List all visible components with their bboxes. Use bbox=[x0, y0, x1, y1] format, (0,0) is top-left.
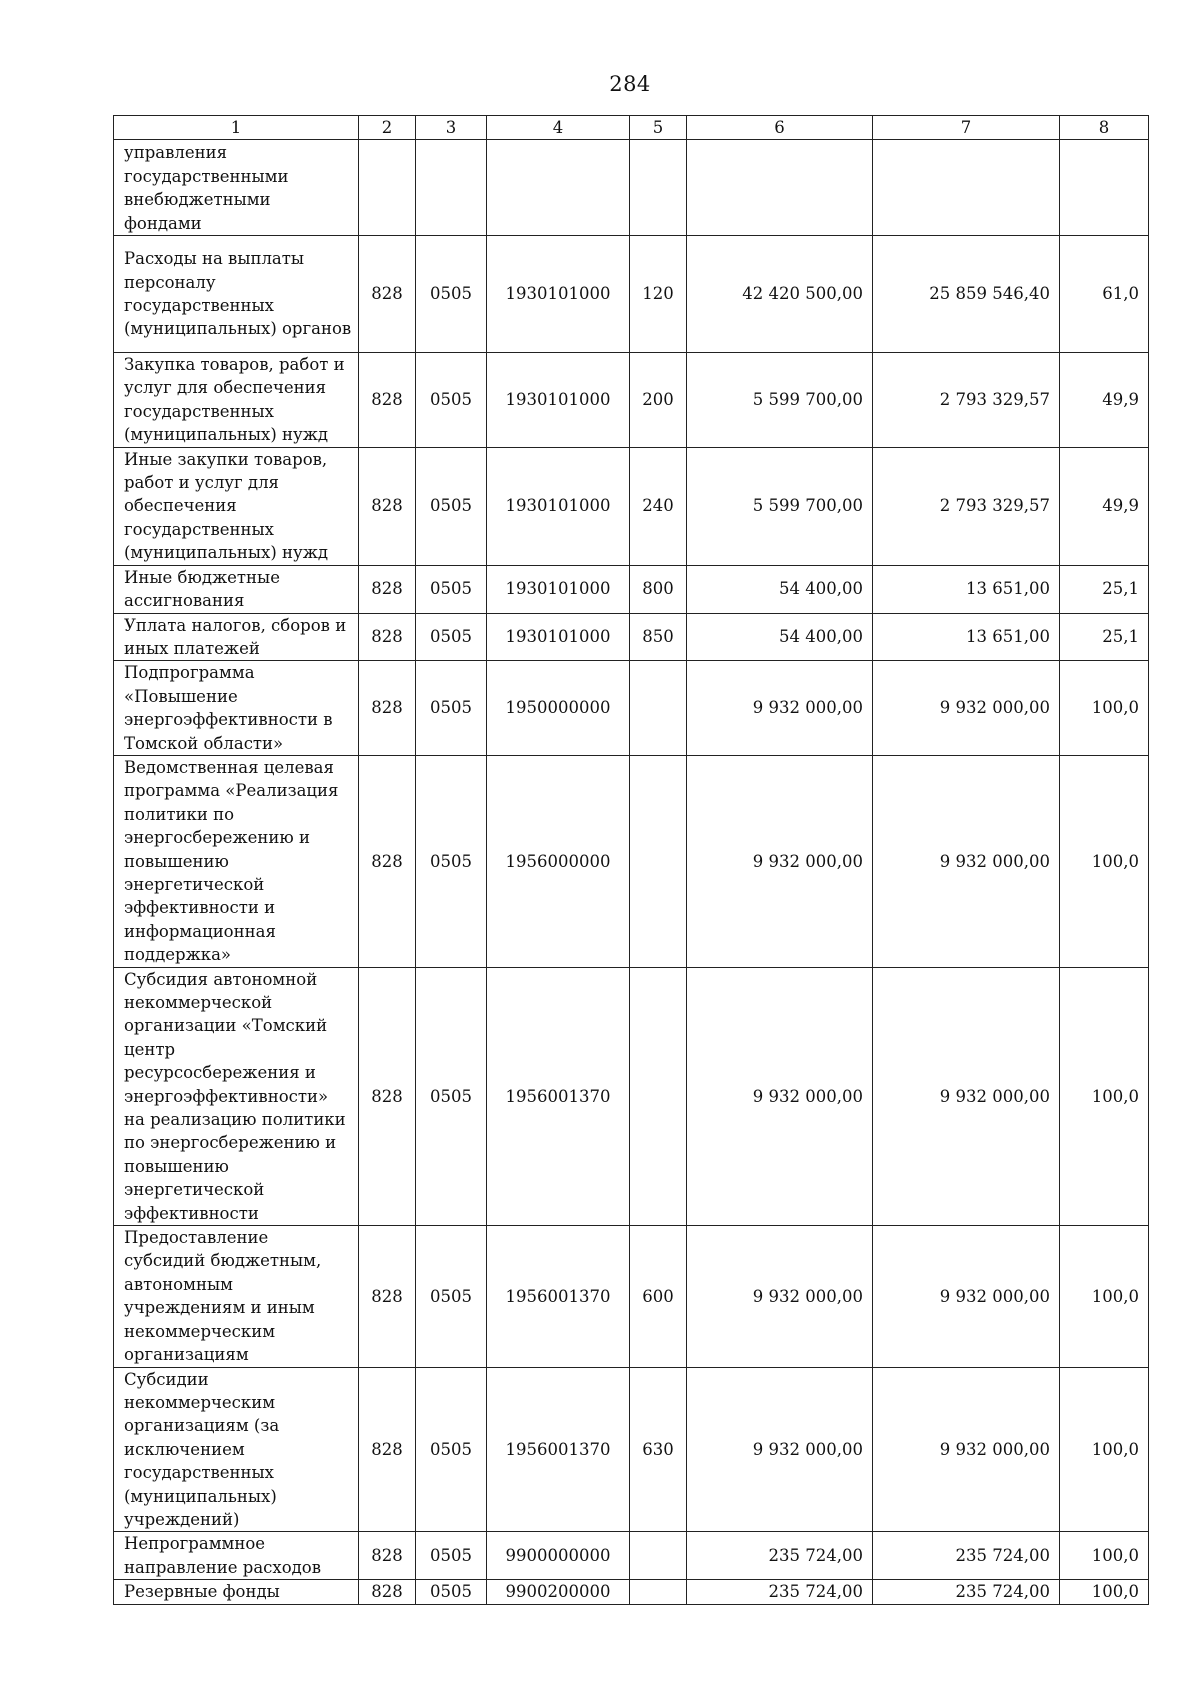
ministry-code: 828 bbox=[359, 236, 416, 353]
target-article-code: 1956000000 bbox=[487, 755, 630, 967]
ministry-code: 828 bbox=[359, 661, 416, 756]
column-header: 6 bbox=[687, 116, 873, 140]
table-row bbox=[114, 755, 1149, 967]
expense-type-code bbox=[630, 661, 687, 756]
planned-amount: 9 932 000,00 bbox=[687, 755, 873, 967]
target-article-code: 1930101000 bbox=[487, 236, 630, 353]
expense-type-code bbox=[630, 967, 687, 1225]
column-header: 2 bbox=[359, 116, 416, 140]
column-header: 8 bbox=[1060, 116, 1149, 140]
section-code bbox=[416, 140, 487, 236]
expense-name: Уплата налогов, сборов и иных платежей bbox=[114, 613, 359, 661]
expense-type-code: 630 bbox=[630, 1367, 687, 1532]
ministry-code: 828 bbox=[359, 447, 416, 565]
expense-name: Резервные фонды bbox=[114, 1580, 359, 1604]
target-article-code: 1930101000 bbox=[487, 353, 630, 448]
target-article-code: 9900000000 bbox=[487, 1532, 630, 1580]
ministry-code: 828 bbox=[359, 353, 416, 448]
execution-percent: 100,0 bbox=[1060, 1367, 1149, 1532]
table-row bbox=[114, 353, 1149, 448]
target-article-code bbox=[487, 140, 630, 236]
ministry-code: 828 bbox=[359, 613, 416, 661]
expense-type-code: 200 bbox=[630, 353, 687, 448]
expense-type-code: 850 bbox=[630, 613, 687, 661]
table-row bbox=[114, 1532, 1149, 1580]
ministry-code: 828 bbox=[359, 1580, 416, 1604]
column-header: 7 bbox=[873, 116, 1060, 140]
table-row bbox=[114, 661, 1149, 756]
execution-percent: 49,9 bbox=[1060, 447, 1149, 565]
execution-percent bbox=[1060, 140, 1149, 236]
expense-type-code: 240 bbox=[630, 447, 687, 565]
planned-amount: 54 400,00 bbox=[687, 565, 873, 613]
executed-amount: 9 932 000,00 bbox=[873, 967, 1060, 1225]
executed-amount: 235 724,00 bbox=[873, 1532, 1060, 1580]
execution-percent: 100,0 bbox=[1060, 1226, 1149, 1367]
execution-percent: 100,0 bbox=[1060, 967, 1149, 1225]
ministry-code: 828 bbox=[359, 755, 416, 967]
expense-type-code bbox=[630, 1532, 687, 1580]
executed-amount: 2 793 329,57 bbox=[873, 447, 1060, 565]
section-code: 0505 bbox=[416, 1367, 487, 1532]
ministry-code: 828 bbox=[359, 1226, 416, 1367]
section-code: 0505 bbox=[416, 236, 487, 353]
target-article-code: 1956001370 bbox=[487, 1367, 630, 1532]
target-article-code: 1930101000 bbox=[487, 565, 630, 613]
table-row bbox=[114, 967, 1149, 1225]
section-code: 0505 bbox=[416, 613, 487, 661]
executed-amount: 2 793 329,57 bbox=[873, 353, 1060, 448]
expense-type-code: 120 bbox=[630, 236, 687, 353]
ministry-code: 828 bbox=[359, 1367, 416, 1532]
executed-amount: 25 859 546,40 bbox=[873, 236, 1060, 353]
expense-name: Иные закупки товаров, работ и услуг для обеспечения государственных (муниципальных) нужд bbox=[114, 447, 359, 565]
planned-amount bbox=[687, 140, 873, 236]
planned-amount: 9 932 000,00 bbox=[687, 1226, 873, 1367]
planned-amount: 5 599 700,00 bbox=[687, 353, 873, 448]
target-article-code: 1930101000 bbox=[487, 613, 630, 661]
section-code: 0505 bbox=[416, 1580, 487, 1604]
table-row bbox=[114, 565, 1149, 613]
expense-name: Субсидии некоммерческим организациям (за исключением государственных (муниципальных) учреждений) bbox=[114, 1367, 359, 1532]
expense-name: Подпрограмма «Повышение энергоэффективности в Томской области» bbox=[114, 661, 359, 756]
expense-name: Непрограммное направление расходов bbox=[114, 1532, 359, 1580]
target-article-code: 1956001370 bbox=[487, 967, 630, 1225]
planned-amount: 235 724,00 bbox=[687, 1532, 873, 1580]
execution-percent: 100,0 bbox=[1060, 661, 1149, 756]
execution-percent: 100,0 bbox=[1060, 1532, 1149, 1580]
expense-type-code bbox=[630, 1580, 687, 1604]
table-row bbox=[114, 1367, 1149, 1532]
section-code: 0505 bbox=[416, 967, 487, 1225]
section-code: 0505 bbox=[416, 353, 487, 448]
ministry-code bbox=[359, 140, 416, 236]
budget-table bbox=[113, 115, 1149, 1605]
ministry-code: 828 bbox=[359, 565, 416, 613]
target-article-code: 1956001370 bbox=[487, 1226, 630, 1367]
column-header: 5 bbox=[630, 116, 687, 140]
execution-percent: 100,0 bbox=[1060, 755, 1149, 967]
section-code: 0505 bbox=[416, 755, 487, 967]
planned-amount: 9 932 000,00 bbox=[687, 661, 873, 756]
ministry-code: 828 bbox=[359, 1532, 416, 1580]
expense-type-code: 800 bbox=[630, 565, 687, 613]
execution-percent: 25,1 bbox=[1060, 613, 1149, 661]
executed-amount: 13 651,00 bbox=[873, 613, 1060, 661]
target-article-code: 1950000000 bbox=[487, 661, 630, 756]
section-code: 0505 bbox=[416, 1226, 487, 1367]
expense-type-code: 600 bbox=[630, 1226, 687, 1367]
ministry-code: 828 bbox=[359, 967, 416, 1225]
executed-amount: 9 932 000,00 bbox=[873, 661, 1060, 756]
executed-amount bbox=[873, 140, 1060, 236]
execution-percent: 100,0 bbox=[1060, 1580, 1149, 1604]
column-header: 3 bbox=[416, 116, 487, 140]
expense-name: Ведомственная целевая программа «Реализация политики по энергосбережению и повышению энергетической эффективности и информационная поддержка» bbox=[114, 755, 359, 967]
planned-amount: 42 420 500,00 bbox=[687, 236, 873, 353]
column-header: 4 bbox=[487, 116, 630, 140]
expense-name: управления государственными внебюджетными фондами bbox=[114, 140, 359, 236]
executed-amount: 9 932 000,00 bbox=[873, 1367, 1060, 1532]
executed-amount: 235 724,00 bbox=[873, 1580, 1060, 1604]
target-article-code: 1930101000 bbox=[487, 447, 630, 565]
column-header: 1 bbox=[114, 116, 359, 140]
expense-name: Иные бюджетные ассигнования bbox=[114, 565, 359, 613]
expense-name: Предоставление субсидий бюджетным, автономным учреждениям и иным некоммерческим организациям bbox=[114, 1226, 359, 1367]
executed-amount: 9 932 000,00 bbox=[873, 1226, 1060, 1367]
executed-amount: 13 651,00 bbox=[873, 565, 1060, 613]
expense-type-code bbox=[630, 140, 687, 236]
section-code: 0505 bbox=[416, 565, 487, 613]
table-row bbox=[114, 1226, 1149, 1367]
target-article-code: 9900200000 bbox=[487, 1580, 630, 1604]
section-code: 0505 bbox=[416, 447, 487, 565]
executed-amount: 9 932 000,00 bbox=[873, 755, 1060, 967]
planned-amount: 9 932 000,00 bbox=[687, 1367, 873, 1532]
table-row bbox=[114, 140, 1149, 236]
table-row bbox=[114, 613, 1149, 661]
table-row bbox=[114, 236, 1149, 353]
expense-type-code bbox=[630, 755, 687, 967]
table-header-row bbox=[114, 116, 1149, 140]
section-code: 0505 bbox=[416, 661, 487, 756]
planned-amount: 235 724,00 bbox=[687, 1580, 873, 1604]
expense-name: Расходы на выплаты персоналу государственных (муниципальных) органов bbox=[114, 236, 359, 353]
table-row bbox=[114, 447, 1149, 565]
page-number: 284 bbox=[609, 72, 651, 96]
section-code: 0505 bbox=[416, 1532, 487, 1580]
execution-percent: 25,1 bbox=[1060, 565, 1149, 613]
planned-amount: 9 932 000,00 bbox=[687, 967, 873, 1225]
planned-amount: 5 599 700,00 bbox=[687, 447, 873, 565]
execution-percent: 49,9 bbox=[1060, 353, 1149, 448]
expense-name: Субсидия автономной некоммерческой организации «Томский центр ресурсосбережения и энергоэффективности» на реализацию политики по энергосбережению и повышению энергетической эффективности bbox=[114, 967, 359, 1225]
execution-percent: 61,0 bbox=[1060, 236, 1149, 353]
planned-amount: 54 400,00 bbox=[687, 613, 873, 661]
table-row bbox=[114, 1580, 1149, 1604]
expense-name: Закупка товаров, работ и услуг для обеспечения государственных (муниципальных) нужд bbox=[114, 353, 359, 448]
